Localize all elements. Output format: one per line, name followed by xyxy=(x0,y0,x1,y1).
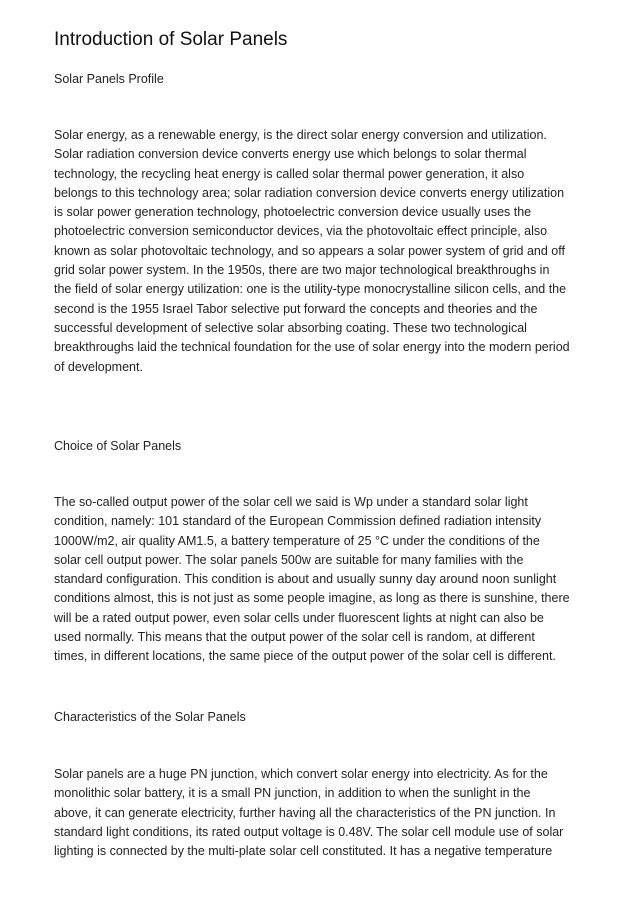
paragraph-line: above, it can generate electricity, further having all the characteristics of the PN junction. In xyxy=(54,805,556,820)
paragraph-line: technology, the recycling heat energy is called solar thermal power generation, it also xyxy=(54,166,525,181)
paragraph-line: grid solar power system. In the 1950s, there are two major technological breakthroughs in xyxy=(54,263,550,278)
paragraph-line: solar cell output power. The solar panels 500w are suitable for many families with the xyxy=(54,552,524,567)
paragraph-line: belongs to this technology area; solar radiation conversion device converts energy utilization xyxy=(54,185,565,200)
paragraph-line: condition, namely: 101 standard of the European Commission defined radiation intensity xyxy=(54,514,542,529)
paragraph-line: 1000W/m2, air quality AM1.5, a battery temperature of 25 °C under the conditions of the xyxy=(54,533,540,548)
section-paragraph-characteristics xyxy=(54,765,586,861)
section-paragraph-profile xyxy=(54,126,586,377)
paragraph-line: standard light conditions, its rated output voltage is 0.48V. The solar cell module use of solar xyxy=(54,824,564,839)
paragraph-line: conditions almost, this is not just as some people imagine, as long as there is sunshine, there xyxy=(54,591,570,606)
paragraph-line: will be a rated output power, even solar cells under fluorescent lights at night can also be xyxy=(54,610,544,625)
paragraph-line: used normally. This means that the output power of the solar cell is random, at different xyxy=(54,630,535,645)
paragraph-line: Solar radiation conversion device converts energy use which belongs to solar thermal xyxy=(54,147,527,162)
paragraph-line: standard configuration. This condition is about and usually sunny day around noon sunlight xyxy=(54,572,557,587)
paragraph-line: Solar panels are a huge PN junction, which convert solar energy into electricity. As for the xyxy=(54,767,548,781)
paragraph-line: successful development of selective solar absorbing coating. These two technological xyxy=(54,320,527,335)
paragraph-line: is solar power generation technology, photoelectric conversion device usually uses the xyxy=(54,205,532,220)
document-title: Introduction of Solar Panels xyxy=(54,29,288,50)
paragraph-line: known as solar photovoltaic technology, and so appears a solar power system of grid and off xyxy=(54,243,565,258)
paragraph-line: of development. xyxy=(54,359,143,374)
paragraph-line: lighting is connected by the multi-plate solar cell constituted. It has a negative temperature xyxy=(54,844,553,859)
section-heading-choice: Choice of Solar Panels xyxy=(54,439,182,453)
paragraph-line: breakthroughs laid the technical foundation for the use of solar energy into the modern period xyxy=(54,340,570,355)
paragraph-line: times, in different locations, the same piece of the output power of the solar cell is different. xyxy=(54,649,556,664)
section-heading-characteristics: Characteristics of the Solar Panels xyxy=(54,710,246,724)
paragraph-line: monolithic solar battery, it is a small PN junction, in addition to when the sunlight in the xyxy=(54,786,531,801)
paragraph-line: Solar energy, as a renewable energy, is the direct solar energy conversion and utilization. xyxy=(54,128,547,142)
section-paragraph-choice xyxy=(54,493,586,667)
paragraph-line: the field of solar energy utilization: one is the utility-type monocrystalline silicon cells, and the xyxy=(54,282,567,297)
section-heading-profile: Solar Panels Profile xyxy=(54,72,164,86)
paragraph-line: second is the 1955 Israel Tabor selective put forward the concepts and theories and the xyxy=(54,301,538,316)
paragraph-line: photoelectric conversion semiconductor devices, via the photovoltaic effect principle, also xyxy=(54,224,548,239)
paragraph-line: The so-called output power of the solar cell we said is Wp under a standard solar light xyxy=(54,495,528,509)
